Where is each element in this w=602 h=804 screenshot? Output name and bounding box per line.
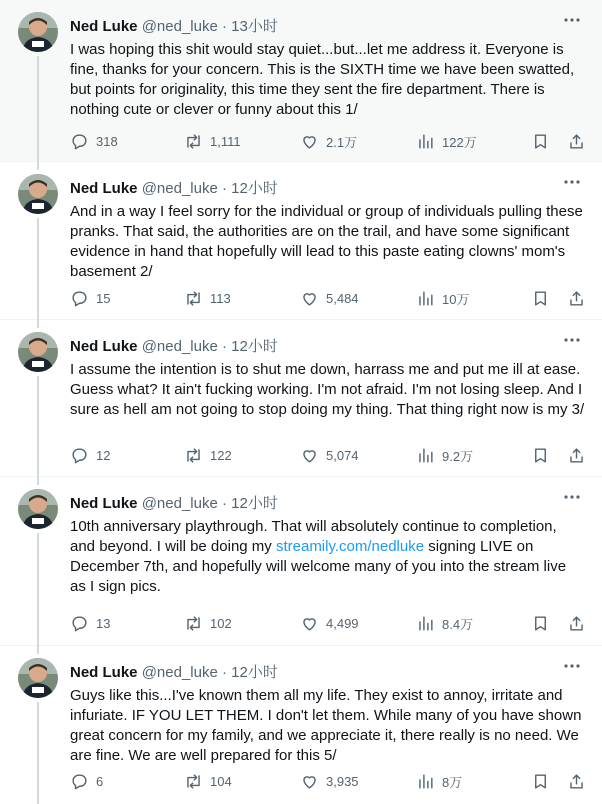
like-button[interactable] [300, 770, 359, 792]
reply-count: 15 [96, 290, 111, 306]
views-button[interactable] [416, 770, 462, 792]
tweet-text-part: signing LIVE on December 7th, and hopefully will welcome many of you into the stream live as I sign pics. [70, 538, 567, 595]
like-button[interactable] [300, 444, 359, 466]
action-bar [70, 770, 590, 792]
author-handle[interactable]: @ned_luke [141, 180, 218, 197]
tweet-3[interactable] [0, 320, 602, 477]
reply-count: 13 [96, 615, 111, 631]
tweet-text: And in a way I feel sorry for the individual or group of individuals pulling these pranks. That said, the authorities are on the trail, and have some significant evidence in hand that hopefully will lead to this paste eating clowns' mom's basement 2/ [70, 203, 583, 280]
heart-icon [300, 772, 319, 791]
retweet-count: 102 [210, 615, 232, 631]
bar-chart-icon [416, 446, 435, 465]
author-handle[interactable]: @ned_luke [141, 338, 218, 355]
share-icon [567, 132, 586, 151]
tweet-time[interactable]: 13小时 [231, 18, 278, 35]
heart-icon [300, 289, 319, 308]
like-button[interactable] [300, 287, 359, 309]
retweet-count: 1,111 [210, 133, 241, 149]
tweet-header [70, 335, 278, 356]
bookmark-button[interactable] [531, 770, 550, 792]
tweet-text-part: 10th anniversary playthrough. That will absolutely continue to completion, and beyond. I will be doing my [70, 518, 557, 555]
more-icon[interactable] [562, 10, 582, 30]
like-count: 2.1万 [326, 134, 358, 150]
action-bar [70, 287, 590, 309]
retweet-icon [184, 289, 203, 308]
action-bar [70, 130, 590, 152]
more-icon[interactable] [562, 330, 582, 350]
more-icon[interactable] [562, 656, 582, 676]
separator-dot: · [221, 664, 227, 681]
share-button[interactable] [567, 612, 586, 634]
thread-line [37, 533, 39, 646]
bar-chart-icon [416, 289, 435, 308]
bookmark-icon [531, 446, 550, 465]
view-count: 8.4万 [442, 616, 474, 632]
view-count: 10万 [442, 291, 470, 307]
separator-dot: · [221, 338, 227, 355]
action-bar [70, 444, 590, 466]
bookmark-button[interactable] [531, 444, 550, 466]
bar-chart-icon [416, 614, 435, 633]
tweet-header [70, 661, 278, 682]
streamily-link[interactable]: streamily.com/nedluke [275, 538, 425, 555]
reply-icon [70, 772, 89, 791]
reply-icon [70, 614, 89, 633]
share-button[interactable] [567, 287, 586, 309]
tweet-5[interactable] [0, 646, 602, 804]
bookmark-icon [531, 132, 550, 151]
tweet-4[interactable] [0, 477, 602, 646]
views-button[interactable] [416, 130, 477, 152]
reply-icon [70, 132, 89, 151]
author-name[interactable]: Ned Luke [70, 18, 138, 35]
bookmark-icon [531, 614, 550, 633]
retweet-button[interactable] [184, 444, 232, 466]
avatar[interactable] [18, 332, 58, 372]
bookmark-button[interactable] [531, 612, 550, 634]
views-button[interactable] [416, 612, 473, 634]
tweet-1[interactable] [0, 0, 602, 162]
like-button[interactable] [300, 612, 359, 634]
tweet-text: I was hoping this shit would stay quiet...but...let me address it. Everyone is fine, thanks for your concern. This is the SIXTH time we have been swatted, but points for originality, this time they sent the fire department. There is nothing cute or clever or funny about this 1/ [70, 41, 575, 118]
bookmark-icon [531, 772, 550, 791]
tweet-text [70, 517, 585, 597]
retweet-count: 113 [210, 290, 231, 306]
view-count: 9.2万 [442, 448, 474, 464]
like-count: 3,935 [326, 773, 359, 789]
heart-icon [300, 446, 319, 465]
separator-dot: · [221, 495, 227, 512]
reply-button[interactable] [70, 130, 118, 152]
retweet-button[interactable] [184, 770, 232, 792]
bookmark-button[interactable] [531, 287, 550, 309]
thread-line [37, 477, 39, 485]
tweet-text: Guys like this...I've known them all my life. They exist to annoy, irritate and infuriate. IF YOU LET THEM. I don't let them. While many of you have shown great concern for my family, and we appreciate it, there really is no need. We are fine. We are well prepared for this 5/ [70, 687, 582, 764]
view-count: 8万 [442, 774, 463, 790]
share-icon [567, 289, 586, 308]
bookmark-icon [531, 289, 550, 308]
reply-icon [70, 446, 89, 465]
thread-line [37, 320, 39, 328]
author-handle[interactable]: @ned_luke [141, 664, 218, 681]
avatar[interactable] [18, 489, 58, 529]
like-count: 5,074 [326, 447, 359, 463]
reply-button[interactable] [70, 770, 103, 792]
tweet-time[interactable]: 12小时 [231, 495, 278, 512]
heart-icon [300, 614, 319, 633]
more-icon[interactable] [562, 487, 582, 507]
tweet-header [70, 177, 278, 198]
share-button[interactable] [567, 130, 586, 152]
retweet-icon [184, 772, 203, 791]
share-icon [567, 772, 586, 791]
reply-count: 6 [96, 773, 104, 789]
like-button[interactable] [300, 130, 357, 152]
tweet-time[interactable]: 12小时 [231, 338, 278, 355]
tweet-2[interactable] [0, 162, 602, 320]
author-handle[interactable]: @ned_luke [141, 495, 218, 512]
retweet-count: 104 [210, 773, 232, 789]
tweet-text: I assume the intention is to shut me down, harrass me and put me ill at ease. Guess what? It ain't fucking working. I'm not afraid. I'm not losing sleep. And I sure as hell am not going to stop doing my thing. That thing right now is my 3/ [70, 361, 585, 418]
thread-line [37, 702, 39, 804]
retweet-icon [184, 132, 203, 151]
thread-line [37, 376, 39, 477]
view-count: 122万 [442, 134, 477, 150]
views-button[interactable] [416, 444, 473, 466]
share-icon [567, 446, 586, 465]
tweet-header [70, 15, 278, 36]
tweet-header [70, 492, 278, 513]
more-icon[interactable] [562, 172, 582, 192]
retweet-icon [184, 446, 203, 465]
reply-count: 12 [96, 447, 111, 463]
thread-line [37, 162, 39, 170]
views-button[interactable] [416, 287, 469, 309]
reply-count: 318 [96, 133, 118, 149]
separator-dot: · [221, 180, 227, 197]
avatar[interactable] [18, 12, 58, 52]
share-button[interactable] [567, 444, 586, 466]
heart-icon [300, 132, 319, 151]
author-name[interactable]: Ned Luke [70, 180, 138, 197]
share-icon [567, 614, 586, 633]
bookmark-button[interactable] [531, 130, 550, 152]
tweet-time[interactable]: 12小时 [231, 664, 278, 681]
avatar[interactable] [18, 658, 58, 698]
like-count: 5,484 [326, 290, 359, 306]
reply-button[interactable] [70, 287, 110, 309]
thread-line [37, 646, 39, 654]
retweet-icon [184, 614, 203, 633]
bar-chart-icon [416, 132, 435, 151]
author-name[interactable]: Ned Luke [70, 338, 138, 355]
retweet-button[interactable] [184, 130, 241, 152]
author-name[interactable]: Ned Luke [70, 664, 138, 681]
like-count: 4,499 [326, 615, 359, 631]
thread-line [37, 56, 39, 162]
author-handle[interactable]: @ned_luke [141, 18, 218, 35]
retweet-button[interactable] [184, 612, 232, 634]
action-bar [70, 612, 590, 634]
reply-icon [70, 289, 89, 308]
avatar[interactable] [18, 174, 58, 214]
bar-chart-icon [416, 772, 435, 791]
reply-button[interactable] [70, 612, 110, 634]
retweet-button[interactable] [184, 287, 231, 309]
reply-button[interactable] [70, 444, 110, 466]
share-button[interactable] [567, 770, 586, 792]
separator-dot: · [221, 18, 227, 35]
author-name[interactable]: Ned Luke [70, 495, 138, 512]
retweet-count: 122 [210, 447, 232, 463]
tweet-time[interactable]: 12小时 [231, 180, 278, 197]
thread-line [37, 218, 39, 320]
